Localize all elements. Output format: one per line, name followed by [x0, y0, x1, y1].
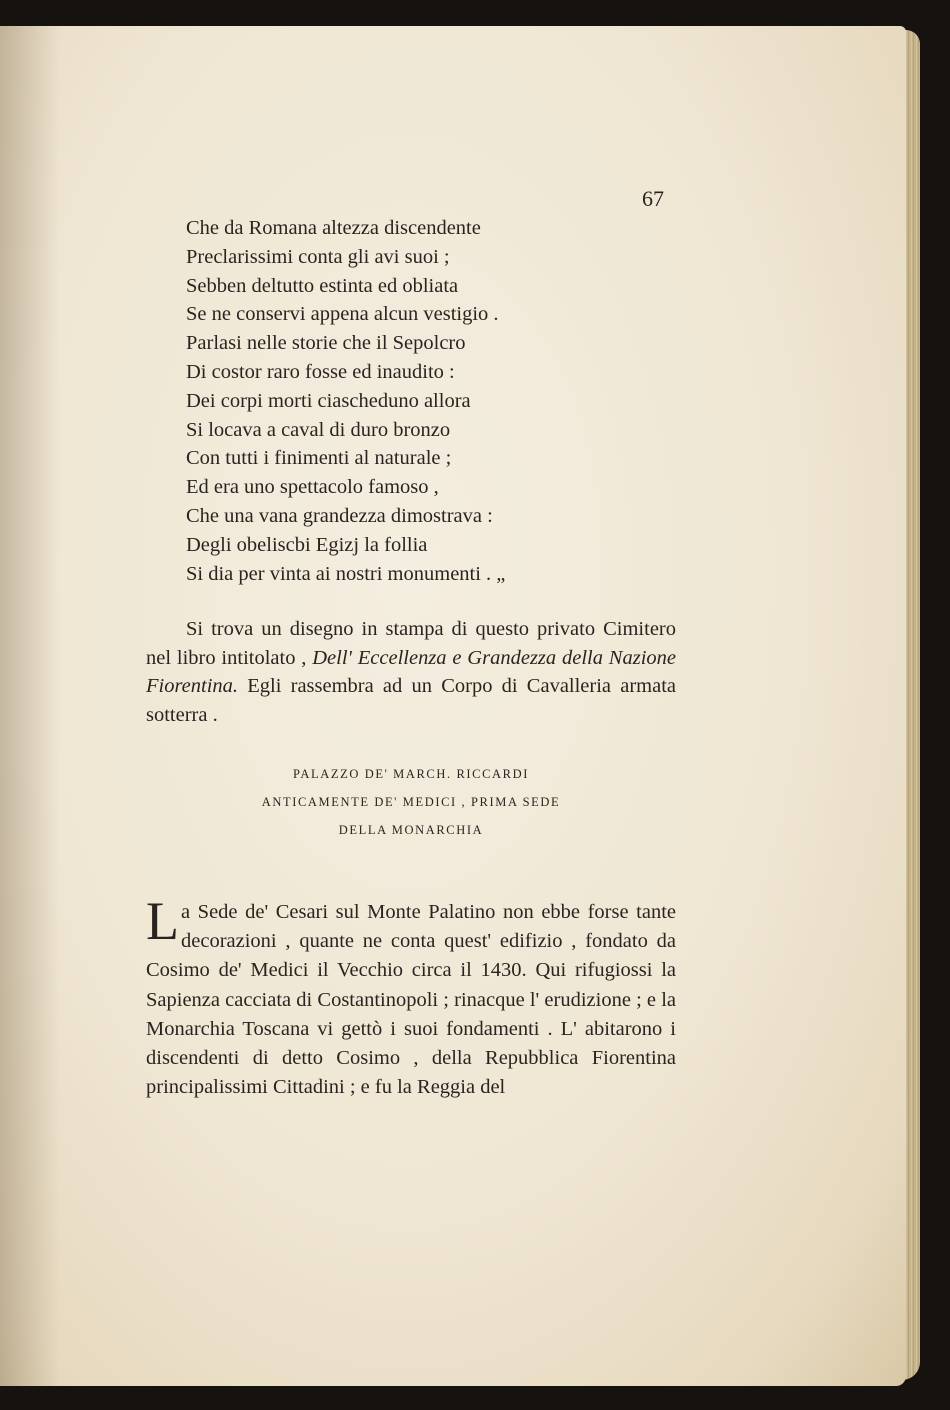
poem-line: Con tutti i finimenti al naturale ;: [186, 447, 452, 470]
poem-line: Si dia per vinta ai nostri monumenti . „: [186, 562, 506, 585]
book-title: Dell' Eccellenza e Grandezza della Nazione Fiorentina.: [146, 646, 676, 697]
paragraph-text-before: Si trova un disegno in stampa di questo privato Cimitero nel libro intitolato ,: [146, 618, 676, 669]
poem-line: Si locava a caval di duro bronzo: [186, 418, 451, 441]
poem-line: Che una vana grandezza dimostrava :: [186, 504, 493, 527]
gutter-shadow: [0, 26, 60, 1386]
poem-line: Preclarissimi conta gli avi suoi ;: [186, 245, 450, 268]
poem-line: Dei corpi morti ciascheduno allora: [186, 389, 471, 412]
poem-line: Parlasi nelle storie che il Sepolcro: [186, 332, 466, 355]
poem-line: Ed era uno spettacolo famoso ,: [186, 476, 439, 499]
drop-cap: L: [146, 891, 179, 951]
section-heading: [146, 760, 676, 844]
poem-line: Di costor raro fosse ed inaudito :: [186, 360, 455, 383]
poem-line: Degli obeliscbi Egizj la follia: [186, 533, 428, 556]
poem-line: Che da Romana altezza discendente: [186, 217, 481, 239]
page-number: 67: [642, 186, 664, 211]
paragraph-palazzo: [146, 891, 676, 1102]
heading-line: ANTICAMENTE DE' MEDICI , PRIMA SEDE: [261, 795, 561, 809]
paragraph-text-after: Egli rassembra ad un Corpo di Cavalleria armata sotterra .: [146, 675, 676, 726]
paragraph-body: a Sede de' Cesari sul Monte Palatino non ebbe forse tante decorazioni , quante ne conta quest' edifizio , fondato da Cosimo de' Medici il Vecchio circa il 1430. Qui rifugiossi la Sapienza cacciata di Costantinopoli ; rinacque l' erudizione ; e la Monarchia Toscana vi gettò i suoi fondamenti . L' abitarono i discendenti di detto Cosimo , della Repubblica Fiorentina principalissimi Cittadini ; e fu la Reggia del: [146, 901, 676, 1099]
poem-line: Sebben deltutto estinta ed obliata: [186, 274, 459, 297]
heading-line: PALAZZO DE' MARCH. RICCARDI: [293, 767, 529, 781]
paragraph-cemetery: [146, 615, 676, 729]
poem-verses: [186, 214, 505, 588]
heading-line: DELLA MONARCHIA: [338, 823, 484, 837]
poem-line: Se ne conservi appena alcun vestigio .: [186, 303, 499, 326]
